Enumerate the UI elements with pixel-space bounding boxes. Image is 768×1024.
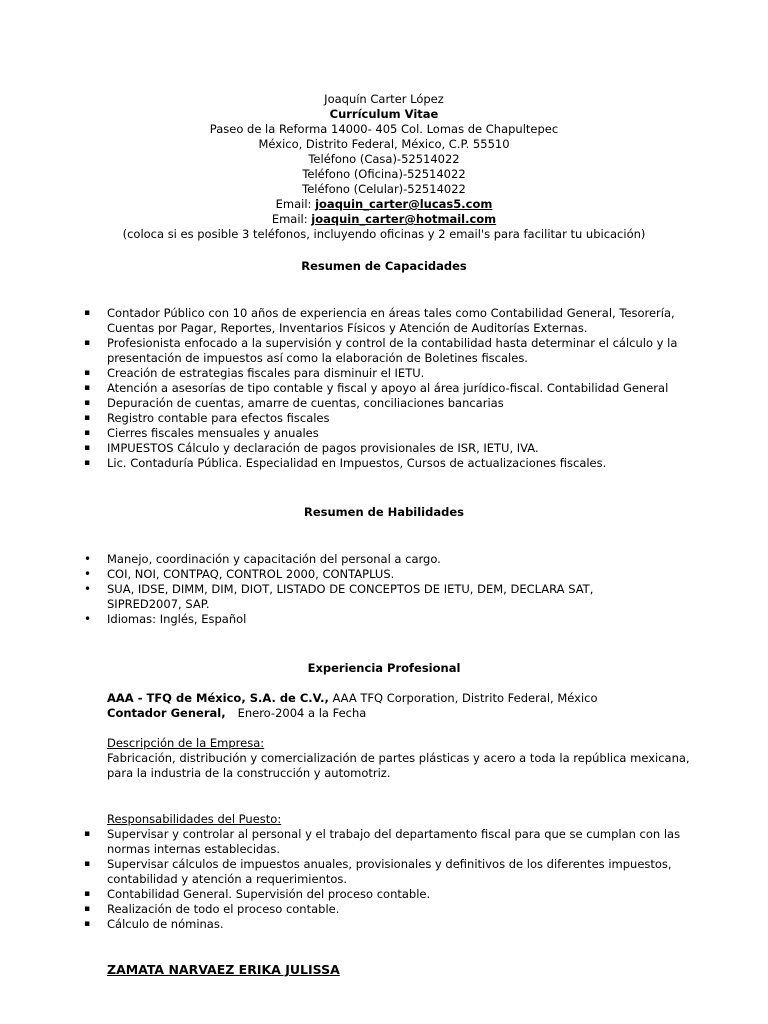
square-bullet-icon: ▪ [84,308,91,318]
list-item: • Manejo, coordinación y capacitación del personal a cargo. [84,552,441,566]
list-item: ▪ Profesionista enfocado a la supervisión y control de la contabilidad hasta determinar el cálculo y la presentación de impuestos así como la elaboración de Boletines fiscales. [84,336,678,365]
responsibilities-label: Responsabilidades del Puesto: [107,812,282,826]
square-bullet-icon: ▪ [84,859,91,869]
phone-office: Teléfono (Oficina)-52514022 [302,167,466,181]
round-bullet-icon: • [84,567,92,581]
list-item: ▪ Supervisar cálculos de impuestos anuales, provisionales y definitivos de los diferentes impuestos, contabilidad y atención a requerimientos. [84,857,672,886]
email-line-2 [0,212,768,227]
email-link-2[interactable]: joaquin_carter@hotmail.com [311,212,497,226]
company-description: Fabricación, distribución y comercialización de partes plásticas y acero a toda la república mexicana, para la industria de la construcción y automotriz. [107,751,690,780]
round-bullet-icon: • [84,612,92,626]
list-item: ▪ Supervisar y controlar al personal y el trabajo del departamento fiscal para que se cumplan con las normas internas establecidas. [84,827,681,856]
list-item: • COI, NOI, CONTPAQ, CONTROL 2000, CONTAPLUS. [84,567,395,581]
address-line-2: México, Distrito Federal, México, C.P. 55510 [258,137,510,151]
list-item: ▪ Cálculo de nóminas. [84,917,224,931]
square-bullet-icon: ▪ [84,413,91,423]
list-item: • Idiomas: Inglés, Español [84,612,247,626]
company-description-label: Descripción de la Empresa: [107,736,265,750]
list-item: ▪ Contabilidad General. Supervisión del proceso contable. [84,887,431,901]
square-bullet-icon: ▪ [84,338,91,348]
responsibilities-list [84,827,684,932]
list-item: ▪ Lic. Contaduría Pública. Especialidad en Impuestos, Cursos de actualizaciones fiscales. [84,456,607,470]
square-bullet-icon: ▪ [84,889,91,899]
position-title: Contador General, [107,706,226,720]
list-item: ▪ Registro contable para efectos fiscales [84,411,330,425]
square-bullet-icon: ▪ [84,398,91,408]
email-label: Email: [275,197,316,211]
email-link-1[interactable]: joaquin_carter@lucas5.com [315,197,493,211]
footer-name: ZAMATA NARVAEZ ERIKA JULISSA [107,962,340,977]
email-line-1 [0,197,768,212]
position-line [107,706,707,721]
section-title-habilidades: Resumen de Habilidades [303,505,464,519]
company-line [107,691,707,706]
address-line-1: Paseo de la Reforma 14000- 405 Col. Lomas de Chapultepec [209,122,559,136]
list-item: ▪ Depuración de cuentas, amarre de cuentas, conciliaciones bancarias [84,396,504,410]
list-item: ▪ Creación de estrategias fiscales para disminuir el IETU. [84,366,425,380]
square-bullet-icon: ▪ [84,829,91,839]
phone-home: Teléfono (Casa)-52514022 [308,152,460,166]
phone-cell: Teléfono (Celular)-52514022 [302,182,466,196]
square-bullet-icon: ▪ [84,458,91,468]
square-bullet-icon: ▪ [84,383,91,393]
square-bullet-icon: ▪ [84,904,91,914]
capacidades-list [84,306,684,471]
list-item: ▪ Contador Público con 10 años de experiencia en áreas tales como Contabilidad General, Tesorería, Cuentas por Pagar, Reportes, Inventarios Físicos y Atención de Auditorías Externas. [84,306,675,335]
candidate-name: Joaquín Carter López [324,92,444,106]
email-label: Email: [271,212,312,226]
company-details: AAA TFQ Corporation, Distrito Federal, México [328,691,598,705]
company-name: AAA - TFQ de México, S.A. de C.V., [107,691,329,705]
square-bullet-icon: ▪ [84,443,91,453]
square-bullet-icon: ▪ [84,428,91,438]
position-period: Enero-2004 a la Fecha [237,706,367,720]
habilidades-list [84,552,604,627]
section-title-experiencia: Experiencia Profesional [307,661,461,675]
list-item: ▪ Cierres fiscales mensuales y anuales [84,426,319,440]
list-item: ▪ Realización de todo el proceso contable. [84,902,340,916]
document-title: Currículum Vitae [329,107,439,121]
list-item: ▪ Atención a asesorías de tipo contable y fiscal y apoyo al área jurídico-fiscal. Contabilidad General [84,381,669,395]
section-title-capacidades: Resumen de Capacidades [301,259,467,273]
contact-note: (coloca si es posible 3 teléfonos, incluyendo oficinas y 2 email's para facilitar tu ubicación) [122,227,646,241]
round-bullet-icon: • [84,582,92,596]
resume-header [0,92,768,242]
list-item: • SUA, IDSE, DIMM, DIM, DIOT, LISTADO DE CONCEPTOS DE IETU, DEM, DECLARA SAT, SIPRED2007, SAP. [84,582,594,611]
square-bullet-icon: ▪ [84,368,91,378]
round-bullet-icon: • [84,552,92,566]
square-bullet-icon: ▪ [84,919,91,929]
list-item: ▪ IMPUESTOS Cálculo y declaración de pagos provisionales de ISR, IETU, IVA. [84,441,539,455]
